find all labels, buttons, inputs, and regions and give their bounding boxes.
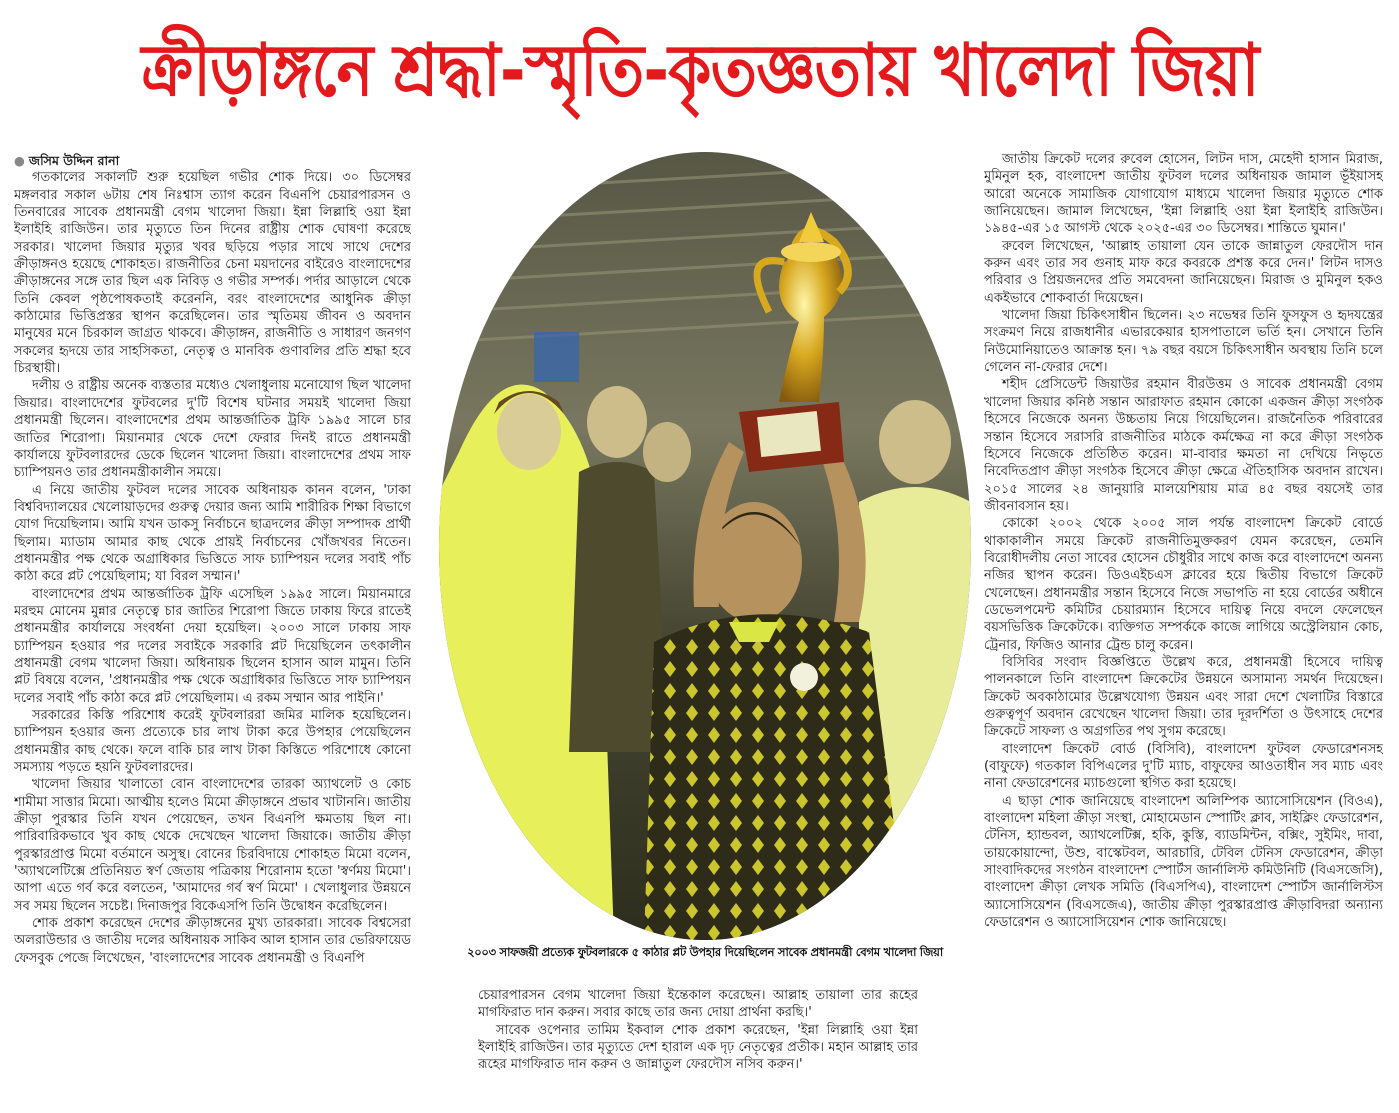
paragraph: জাতীয় ক্রিকেট দলের রুবেল হোসেন, লিটন দাস, মেহেদী হাসান মিরাজ, মুমিনুল হক, বাংলাদেশ জাতীয় ফুটবল দলের অধিনায়ক জামাল ভূঁইয়াসহ আরো অনেকে সামাজিক যোগাযোগ মাধ্যমে খালেদা জিয়ার মৃত্যুতে শোক জানিয়েছেন। জামাল লিখেছেন, 'ইন্না লিল্লাহি ওয়া ইন্না ইলাইহি রাজিউন। ১৯৪৫-এর ১৫ আগস্ট থেকে ২০২৫-এর ৩০ ডিসেম্বর। শান্তিতে ঘুমান।' (984, 152, 1383, 237)
news-photo (439, 152, 971, 940)
paragraph: গতকালের সকালটি শুরু হয়েছিল গভীর শোক দিয়ে। ৩০ ডিসেম্বর মঙ্গলবার সকাল ৬টায় শেষ নিঃশ্বাস ত্যাগ করেন বিএনপি চেয়ারপারসন ও তিনবারের সাবেক প্রধানমন্ত্রী বেগম খালেদা জিয়া। ইন্না লিল্লাহি ওয়া ইন্না ইলাইহি রাজিউন। তার মৃত্যুতে তিন দিনের রাষ্ট্রীয় শোক ঘোষণা করেছে সরকার। খালেদা জিয়ার মৃত্যুর খবর ছড়িয়ে পড়ার সাথে সাথে দেশের ক্রীড়াঙ্গনও হয়েছে শোকাহত। রাজনীতির চেনা ময়দানের বাইরেও বাংলাদেশের ক্রীড়াঙ্গনের সঙ্গে তার ছিল এক নিবিড় ও গভীর সম্পর্ক। পর্দার আড়ালে থেকে তিনি কেবল পৃষ্ঠপোষকতাই করেননি, বরং বাংলাদেশের আধুনিক ক্রীড়া কাঠামোর ভিত্তিপ্রস্তর স্থাপন করেছিলেন। তার স্মৃতিময় জীবন ও অবদান মানুষের মনে চিরকাল জাগ্রত থাকবে। ক্রীড়াঙ্গন, রাজনীতি ও সাধারণ জনগণ সকলের হৃদয়ে তার সাহসিকতা, নেতৃত্ব ও মানবিক গুণাবলির প্রতি শ্রদ্ধা হবে চিরস্থায়ী। (14, 170, 411, 377)
paragraph: শহীদ প্রেসিডেন্ট জিয়াউর রহমান বীরউত্তম ও সাবেক প্রধানমন্ত্রী বেগম খালেদা জিয়ার কনিষ্ঠ সন্তান আরাফাত রহমান কোকো একজন ক্রীড়া সংগঠক হিসেবে নিজেকে অনন্য উচ্চতায় নিয়ে গিয়েছিলেন। রাজনৈতিক পরিবারের সন্তান হিসেবে সরাসরি রাজনীতির মাঠকে কর্মক্ষেত্র না করে ক্রীড়া সংগঠক হিসেবে নিজেকে প্রতিষ্ঠিত করেন। মা-বাবার ক্ষমতা না দেখিয়ে নিভৃতে নিবেদিতপ্রাণ ক্রীড়া সংগঠক হিসেবে ক্রীড়া ক্ষেত্রে ঐতিহাসিক অবদান রাখেন। ২০১৫ সালের ২৪ জানুয়ারি মালয়েশিয়ায় মাত্র ৪৫ বছর বয়সেই তার জীবনাবসান হয়। (984, 377, 1383, 514)
paragraph: খালেদা জিয়া চিকিৎসাধীন ছিলেন। ২৩ নভেম্বর তিনি ফুসফুস ও হৃদযন্ত্রের সংক্রমণ নিয়ে রাজধানীর এভারকেয়ার হাসপাতালে ভর্তি হন। সেখানে তিনি নিউমোনিয়াতেও আক্রান্ত হন। ৭৯ বছর বয়সে চিকিৎসাধীন অবস্থায় তিনি চলে গেলেন না-ফেরার দেশে। (984, 308, 1383, 376)
paragraph: সরকারের কিস্তি পরিশোধ করেই ফুটবলাররা জমির মালিক হয়েছিলেন। চ্যাম্পিয়ন হওয়ার জন্য প্রত্যেকে চার লাখ টাকা করে উপহার পেয়েছিলেন প্রধানমন্ত্রীর কাছ থেকে। ফলে বাকি চার লাখ টাকা কিস্তিতে পরিশোধে কোনো সমস্যায় পড়তে হয়নি ফুটবলারদের। (14, 708, 411, 776)
paragraph: দলীয় ও রাষ্ট্রীয় অনেক ব্যস্ততার মধ্যেও খেলাধুলায় মনোযোগ ছিল খালেদা জিয়ার। বাংলাদেশের ফুটবলের দু'টি বিশেষ ঘটনার সময়ই খালেদা জিয়া প্রধানমন্ত্রী ছিলেন। বাংলাদেশের প্রথম আন্তর্জাতিক ট্রফি ১৯৯৫ সালে চার জাতির শিরোপা। মিয়ানমার থেকে দেশে ফেরার দিনই রাতে প্রধানমন্ত্রী কার্যালয়ে ফুটবলারদের ডেকে ছিলেন খালেদা জিয়া। বাংলাদেশের প্রথম সাফ চ্যাম্পিয়নও তার প্রধানমন্ত্রীকালীন সময়ে। (14, 378, 411, 481)
paragraph: খালেদা জিয়ার খালাতো বোন বাংলাদেশের তারকা অ্যাথলেট ও কোচ শামীমা সাত্তার মিমো। আত্মীয় হলেও মিমো ক্রীড়াঙ্গনে প্রভাব খাটাননি। জাতীয় ক্রীড়া পুরস্কার তিনি যখন পেয়েছেন, তখন বিএনপি ক্ষমতায় ছিল না। পারিবারিকভাবে খুব কাছ থেকে দেখেছেন খালেদা জিয়াকে। জাতীয় ক্রীড়া পুরস্কারপ্রাপ্ত মিমো বর্তমানে অসুস্থ। বোনের চিরবিদায়ে শোকাহত মিমো বলেন, 'অ্যাথলেটিক্সে প্রতিনিয়ত স্বর্ণ জেতায় পত্রিকায় শিরোনাম হতো 'স্বর্ণময় মিমো'। আপা এতে গর্ব করে বলতেন, 'আমাদের গর্ব স্বর্ণ মিমো' । খেলাধুলার উন্নয়নে সব সময় ছিলেন সচেষ্ট। দিনাজপুর বিকেএসপি তিনি উদ্বোধন করেছিলেন। (14, 777, 411, 914)
paragraph: এ নিয়ে জাতীয় ফুটবল দলের সাবেক অধিনায়ক কানন বলেন, 'ঢাকা বিশ্ববিদ্যালয়ের খেলোয়াড়দের গুরুত্ব দেয়ার জন্য আমি শারীরিক শিক্ষা বিভাগে যোগ দিয়েছিলাম। আমি যখন ডাকসু নির্বাচনে ছাত্রদলের ক্রীড়া সম্পাদক প্রার্থী ছিলাম। ম্যাডাম আমার কাছ থেকে প্রায়ই নির্বাচনের খোঁজখবর নিতেন। প্রধানমন্ত্রীর পক্ষ থেকে অগ্রাধিকার ভিত্তিতে সাফ চ্যাম্পিয়ন দলের সবাই পাঁচ কাঠা করে প্লট পেয়েছিলাম; যা বিরল সম্মান।' (14, 482, 411, 585)
paragraph: রুবেল লিখেছেন, 'আল্লাহ তায়ালা যেন তাকে জান্নাতুল ফেরদৌস দান করুন এবং তার সব গুনাহ মাফ করে কবরকে প্রশস্ত করে দেন।' লিটন দাসও পরিবার ও প্রিয়জনদের প্রতি সমবেদনা জানিয়েছেন। মিরাজ ও মুমিনুল হকও একইভাবে শোকবার্তা দিয়েছেন। (984, 238, 1383, 306)
byline (14, 152, 411, 169)
byline-name: জসিম উদ্দিন রানা (28, 153, 120, 168)
trophy-ceremony-photo-icon (439, 152, 971, 940)
article-column-left (14, 152, 411, 1112)
headline: ক্রীড়াঙ্গনে শ্রদ্ধা-স্মৃতি-কৃতজ্ঞতায় খালেদা জিয়া (141, 28, 1259, 112)
paragraph: বাংলাদেশের প্রথম আন্তর্জাতিক ট্রফি এসেছিল ১৯৯৫ সালে। মিয়ানমারে মরহুম মোনেম মুন্নার নেতৃত্বে চার জাতির শিরোপা জিতে ঢাকায় ফিরে রাতেই প্রধানমন্ত্রীর কার্যালয়ে সংবর্ধনা দেয়া হয়েছিল। ২০০৩ সালে ঢাকায় সাফ চ্যাম্পিয়ন হওয়ার পর দলের সবাইকে সরকারি প্লট দিয়েছিলেন তৎকালীন প্রধানমন্ত্রী বেগম খালেদা জিয়া। অধিনায়ক ছিলেন হাসান আল মামুন। তিনি প্লট বিষয়ে বলেন, 'প্রধানমন্ত্রীর পক্ষ থেকে অগ্রাধিকার ভিত্তিতে সাফ চ্যাম্পিয়ন দলের সবাই পাঁচ কাঠা করে প্লট পেয়েছিলাম। এ রকম সম্মান আর পাইনি।' (14, 586, 411, 706)
paragraph: এ ছাড়া শোক জানিয়েছে বাংলাদেশ অলিম্পিক অ্যাসোসিয়েশন (বিওএ), বাংলাদেশ মহিলা ক্রীড়া সংস্থা, মোহামেডান স্পোর্টিং ক্লাব, সাইক্লিং ফেডারেশন, টেনিস, হ্যান্ডবল, অ্যাথলেটিক্স, হকি, কুস্তি, ব্যাডমিন্টন, বক্সিং, সুইমিং, দাবা, তায়কোয়ান্দো, উশু, বাস্কেটবল, আরচারি, টেবিল টেনিস ফেডারেশন, ক্রীড়া সাংবাদিকদের সংগঠন বাংলাদেশ স্পোর্টস জার্নালিস্ট কমিউনিটি (বিএসজেসি), বাংলাদেশ ক্রীড়া লেখক সমিতি (বিএসপিএ), বাংলাদেশ স্পোর্টস জার্নালিস্টস অ্যাসোসিয়েশন (বিএসজেএ), জাতীয় ক্রীড়া পুরস্কারপ্রাপ্ত ক্রীড়াবিদরা অন্যান্য ফেডারেশন ও অ্যাসোসিয়েশন শোক জানিয়েছে। (984, 793, 1383, 931)
paragraph: চেয়ারপারসন বেগম খালেদা জিয়া ইন্তেকাল করেছেন। আল্লাহ তায়ালা তার রূহের মাগফিরাত দান করুন। সবার কাছে তার জন্য দোয়া প্রার্থনা করছি।' (478, 988, 918, 1021)
paragraph: বিসিবির সংবাদ বিজ্ঞপ্তিতে উল্লেখ করে, প্রধানমন্ত্রী হিসেবে দায়িত্ব পালনকালে তিনি বাংলাদেশ ক্রিকেটের উন্নয়নে অসামান্য সমর্থন দিয়েছেন। ক্রিকেট অবকাঠামোর উল্লেখযোগ্য উন্নয়ন এবং সারা দেশে খেলাটির বিস্তারে গুরুত্বপূর্ণ অবদান রেখেছেন খালেদা জিয়া। তার দূরদর্শিতা ও উৎসাহে দেশের ক্রিকেটে সাফল্য ও অগ্রগতির পথ সুগম করেছে। (984, 654, 1383, 740)
paragraph: কোকো ২০০২ থেকে ২০০৫ সাল পর্যন্ত বাংলাদেশ ক্রিকেট বোর্ডে থাকাকালীন সময়ে ক্রিকেট রাজনীতিমুক্তকরণ যেমন করেছেন, তেমনি বিরোধীদলীয় নেতা সাবের হোসেন চৌধুরীর সাথে কাজ করে বাংলাদেশে অনন্য নজির স্থাপন করেন। ডিওএইচএস ক্লাবের হয়ে দ্বিতীয় বিভাগে ক্রিকেট খেলেছেন। প্রধানমন্ত্রীর সন্তান হিসেবে নিজে সভাপতি না হয়ে বোর্ডের অধীনে ডেভেলপমেন্ট কমিটির চেয়ারম্যান হিসেবে দায়িত্ব নিয়ে বদলে ফেলেছেন বয়সভিত্তিক ক্রিকেটকে। ব্যক্তিগত সম্পর্ককে কাজে লাগিয়ে অস্ট্রেলিয়ান কোচ, ট্রেনার, ফিজিও আনার ট্রেন্ড চালু করেন। (984, 516, 1383, 653)
bullet-icon: ● (14, 153, 25, 168)
paragraph: বাংলাদেশ ক্রিকেট বোর্ড (বিসিবি), বাংলাদেশ ফুটবল ফেডারেশনসহ (বাফুফে) গতকাল বিপিএলের দু'টি ম্যাচ, বাফুফের আওতাধীন সব ম্যাচ এবং নানা ফেডারেশনের ম্যাচগুলো স্থগিত করা হয়েছে। (984, 741, 1383, 792)
paragraph: শোক প্রকাশ করেছেন দেশের ক্রীড়াঙ্গনের মুখ্য তারকারা। সাবেক বিশ্বসেরা অলরাউন্ডার ও জাতীয় দলের অধিনায়ক সাকিব আল হাসান তার ভেরিফায়েড ফেসবুক পেজে লিখেছেন, 'বাংলাদেশের সাবেক প্রধানমন্ত্রী ও বিএনপি (14, 916, 411, 966)
article-column-right (984, 151, 1383, 1112)
article-column-middle (478, 987, 918, 1111)
paragraph: সাবেক ওপেনার তামিম ইকবাল শোক প্রকাশ করেছেন, 'ইন্না লিল্লাহি ওয়া ইন্না ইলাইহি রাজিউন। তার মৃত্যুতে দেশ হারাল এক দৃঢ় নেতৃত্বের প্রতীক। মহান আল্লাহ তার রূহের মাগফিরাত দান করুন ও জান্নাতুল ফেরদৌস নসিব করুন।' (478, 1022, 918, 1073)
photo-caption: ২০০৩ সাফজয়ী প্রত্যেক ফুটবলারকে ৫ কাঠার প্লট উপহার দিয়েছিলেন সাবেক প্রধানমন্ত্রী বেগম খালেদা জিয়া (467, 945, 943, 959)
